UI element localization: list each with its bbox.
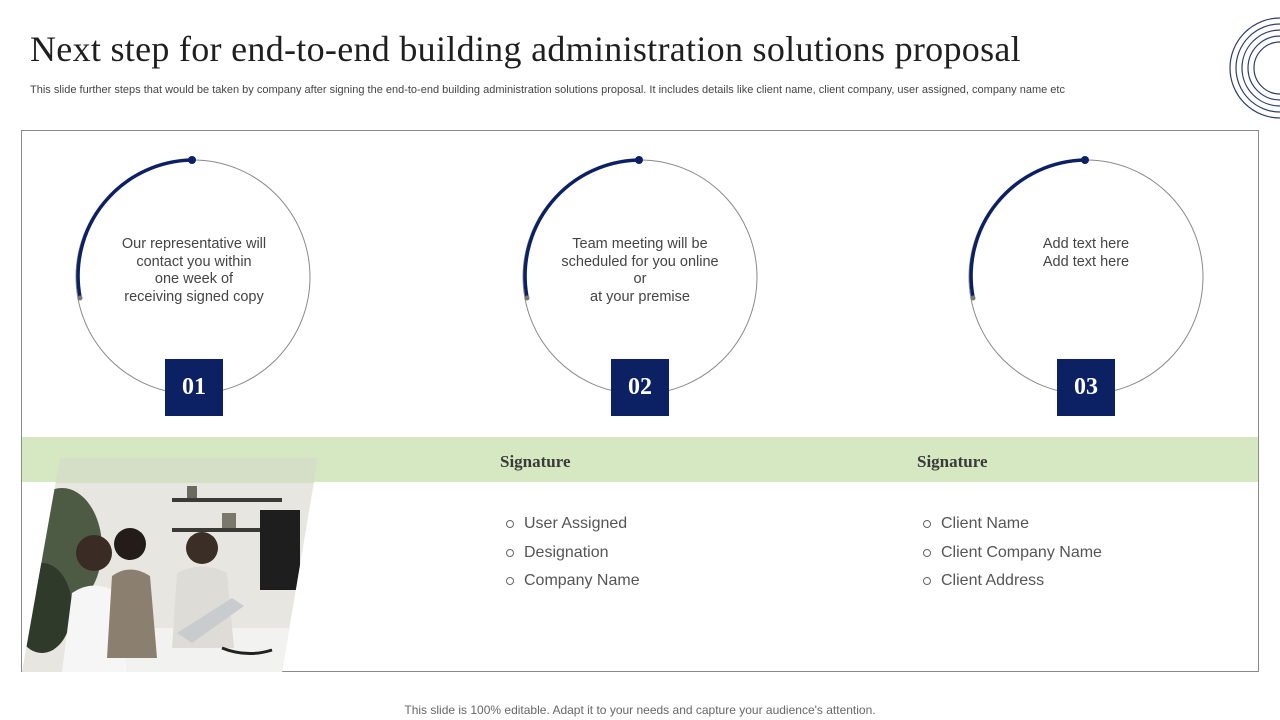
step-1-text: Our representative will contact you within one week of receiving signed copy (121, 236, 267, 305)
list-item: User Assigned (506, 510, 640, 539)
step-2-number: 02 (611, 359, 669, 416)
slide-subtitle: This slide further steps that would be taken by company after signing the end-to-end building administration solutions proposal. It includes details like client name, client company, user assigned, company name etc (30, 84, 1065, 96)
signature-heading-user: Signature (500, 452, 571, 471)
list-item: Client Name (923, 510, 1102, 539)
bullet-icon (506, 577, 514, 585)
list-item: Company Name (506, 567, 640, 596)
signature-heading-client: Signature (917, 452, 988, 471)
list-item: Designation (506, 539, 640, 568)
bullet-icon (923, 577, 931, 585)
bullet-icon (923, 520, 931, 528)
step-3-text: Add text here Add text here (1042, 236, 1130, 270)
step-1-number: 01 (165, 359, 223, 416)
bullet-icon (506, 520, 514, 528)
list-item: Client Company Name (923, 539, 1102, 568)
step-3-number: 03 (1057, 359, 1115, 416)
bullet-icon (506, 549, 514, 557)
bullet-icon (923, 549, 931, 557)
user-signature-list (506, 510, 640, 596)
footer-note: This slide is 100% editable. Adapt it to your needs and capture your audience's attention. (404, 703, 876, 717)
office-team-photo (22, 458, 320, 672)
client-signature-list (923, 510, 1102, 596)
list-item: Client Address (923, 567, 1102, 596)
step-2-text: Team meeting will be scheduled for you online or at your premise (561, 236, 719, 305)
slide-title: Next step for end-to-end building administration solutions proposal (30, 29, 1021, 69)
concentric-rings-decoration (1226, 16, 1280, 120)
